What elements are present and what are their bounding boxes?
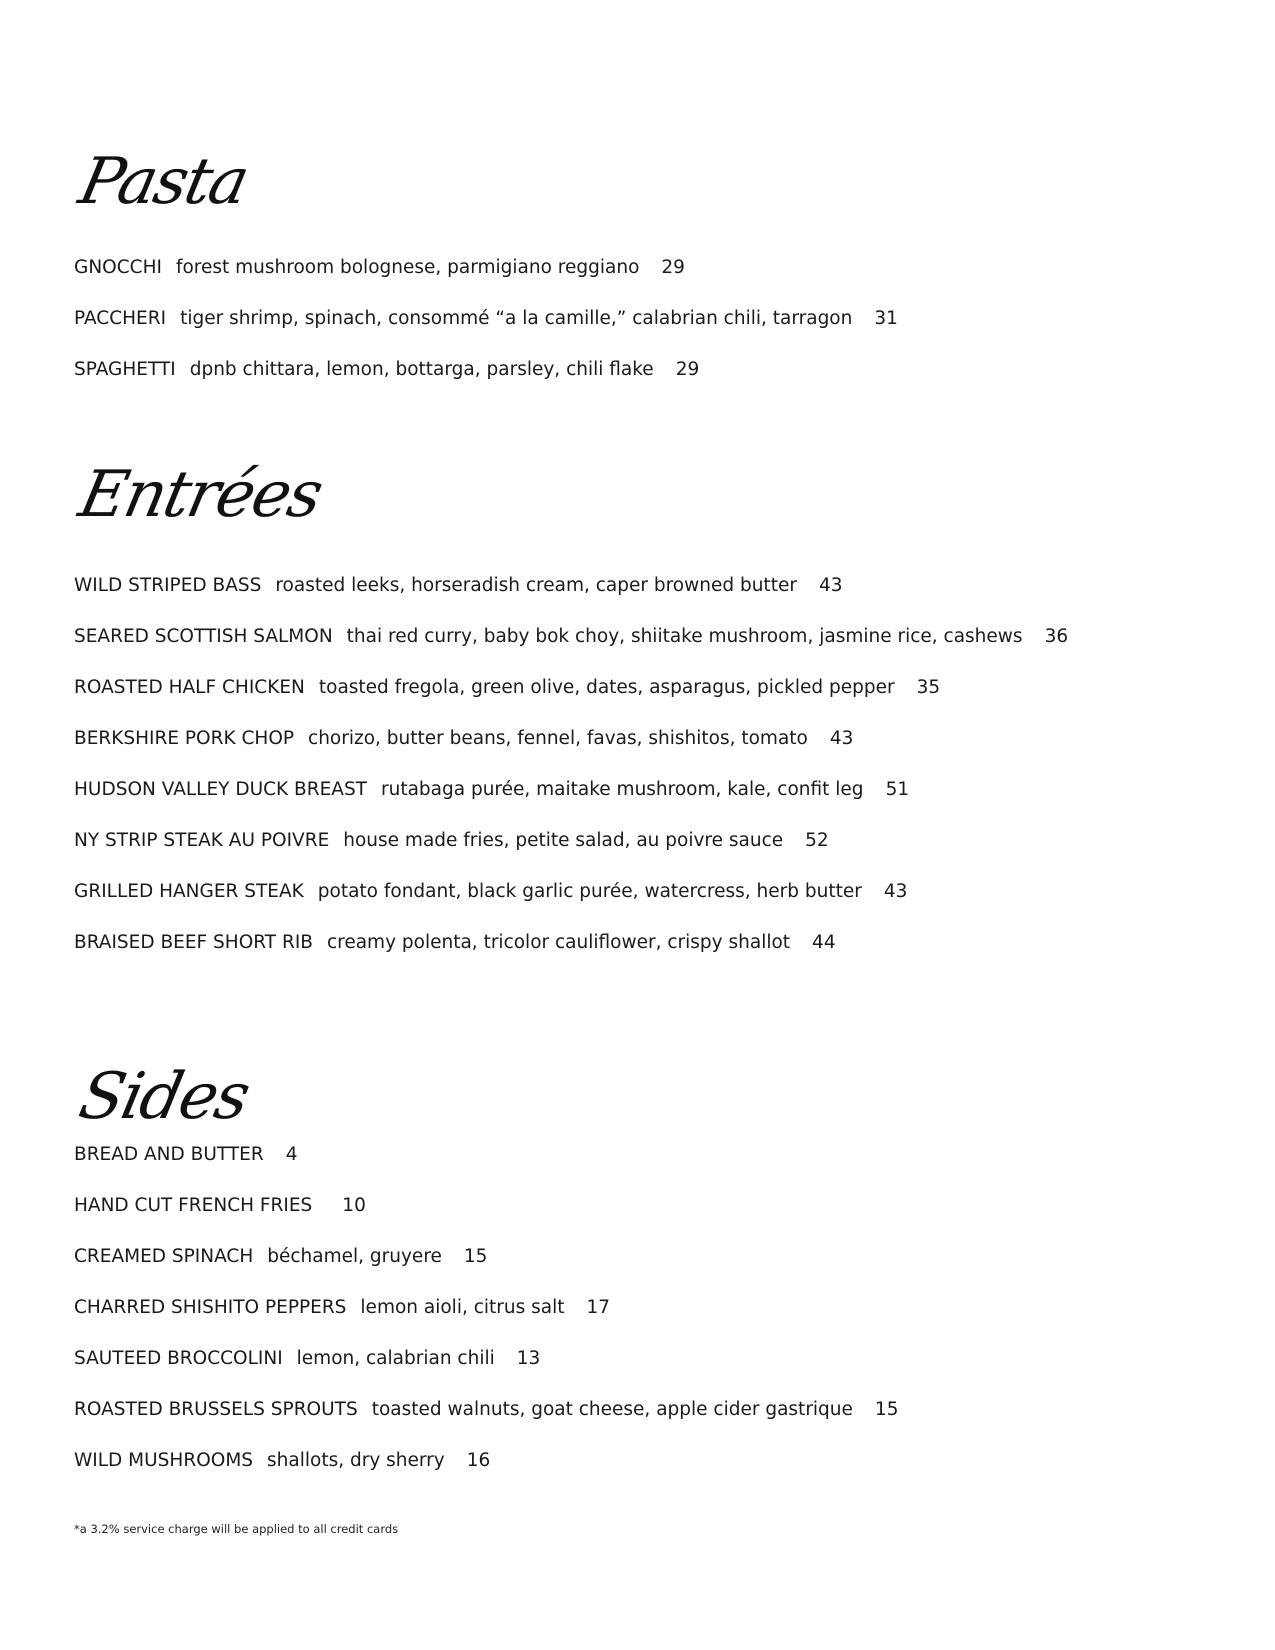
item-name: BREAD AND BUTTER	[74, 1144, 264, 1165]
item-price: 15	[463, 1246, 488, 1267]
item-name: BERKSHIRE PORK CHOP	[74, 728, 295, 749]
item-description: potato fondant, black garlic purée, watercress, herb butter	[317, 881, 862, 902]
menu-item	[74, 1143, 898, 1167]
menu-item	[74, 307, 898, 331]
menu-item	[74, 1296, 898, 1320]
menu-item	[74, 625, 1068, 649]
item-price: 44	[812, 932, 836, 953]
item-description: shallots, dry sherry	[267, 1450, 445, 1471]
item-price: 51	[885, 779, 910, 800]
item-price: 29	[661, 257, 685, 278]
item-description: toasted walnuts, goat cheese, apple cider gastrique	[371, 1399, 853, 1420]
menu-item	[74, 1194, 898, 1218]
item-description: forest mushroom bolognese, parmigiano reggiano	[175, 257, 640, 278]
menu-item	[74, 574, 1068, 598]
item-name: WILD STRIPED BASS	[74, 575, 262, 596]
menu-list	[74, 574, 1068, 955]
menu-item	[74, 778, 1068, 802]
section-heading: Pasta	[72, 145, 254, 219]
menu-item	[74, 880, 1068, 904]
item-price: 31	[874, 308, 898, 329]
item-description: dpnb chittara, lemon, bottarga, parsley, chili flake	[189, 359, 654, 380]
menu-item	[74, 256, 898, 280]
item-name: GRILLED HANGER STEAK	[74, 881, 304, 902]
item-description: rutabaga purée, maitake mushroom, kale, confit leg	[380, 779, 864, 800]
menu-item	[74, 358, 898, 382]
section-heading: Sides	[72, 1060, 255, 1134]
item-description: chorizo, butter beans, fennel, favas, shishitos, tomato	[308, 728, 808, 749]
item-name: WILD MUSHROOMS	[74, 1450, 254, 1471]
menu-item	[74, 676, 1068, 700]
pasta-section	[72, 145, 898, 409]
menu-item	[74, 1245, 898, 1269]
item-price: 35	[916, 677, 941, 698]
item-price: 16	[466, 1450, 491, 1471]
menu-item	[74, 1347, 898, 1371]
item-price: 29	[675, 359, 700, 380]
item-name: CREAMED SPINACH	[74, 1246, 254, 1267]
item-name: ROASTED HALF CHICKEN	[74, 677, 305, 698]
item-price: 10	[342, 1195, 366, 1216]
item-description: thai red curry, baby bok choy, shiitake mushroom, jasmine rice, cashews	[346, 626, 1023, 647]
item-name: GNOCCHI	[74, 257, 162, 278]
menu-item	[74, 1449, 898, 1473]
item-price: 4	[285, 1144, 298, 1165]
item-name: SEARED SCOTTISH SALMON	[74, 626, 333, 647]
entrees-section	[72, 458, 1069, 982]
item-description: house made fries, petite salad, au poivre sauce	[343, 830, 784, 851]
menu-item	[74, 727, 1068, 751]
item-price: 43	[883, 881, 908, 902]
item-price: 13	[516, 1348, 541, 1369]
menu-item	[74, 829, 1068, 853]
item-price: 43	[818, 575, 843, 596]
item-price: 17	[586, 1297, 611, 1318]
item-description: lemon, calabrian chili	[296, 1348, 495, 1369]
item-name: SAUTEED BROCCOLINI	[74, 1348, 283, 1369]
item-price: 43	[829, 728, 854, 749]
menu-item	[74, 931, 1068, 955]
item-price: 15	[874, 1399, 899, 1420]
item-name: PACCHERI	[74, 308, 167, 329]
item-description: roasted leeks, horseradish cream, caper browned butter	[275, 575, 797, 596]
item-description: toasted fregola, green olive, dates, asparagus, pickled pepper	[318, 677, 895, 698]
section-heading: Entrées	[72, 458, 328, 532]
item-name: CHARRED SHISHITO PEPPERS	[74, 1297, 347, 1318]
item-name: NY STRIP STEAK AU POIVRE	[74, 830, 330, 851]
item-description: lemon aioli, citrus salt	[360, 1297, 565, 1318]
item-name: SPAGHETTI	[74, 359, 176, 380]
item-price: 52	[805, 830, 829, 851]
item-name: HAND CUT FRENCH FRIES	[74, 1195, 313, 1216]
item-name: HUDSON VALLEY DUCK BREAST	[74, 779, 367, 800]
item-name: ROASTED BRUSSELS SPROUTS	[74, 1399, 358, 1420]
item-description: tiger shrimp, spinach, consommé “a la camille,” calabrian chili, tarragon	[180, 308, 853, 329]
service-charge-note: *a 3.2% service charge will be applied to all credit cards	[74, 1522, 399, 1536]
item-description: creamy polenta, tricolor cauliflower, crispy shallot	[326, 932, 791, 953]
sides-section	[72, 1060, 899, 1500]
menu-item	[74, 1398, 898, 1422]
menu-list	[74, 1143, 898, 1473]
item-price: 36	[1044, 626, 1069, 647]
menu-list	[74, 256, 898, 382]
item-name: BRAISED BEEF SHORT RIB	[74, 932, 313, 953]
item-description: béchamel, gruyere	[267, 1246, 442, 1267]
